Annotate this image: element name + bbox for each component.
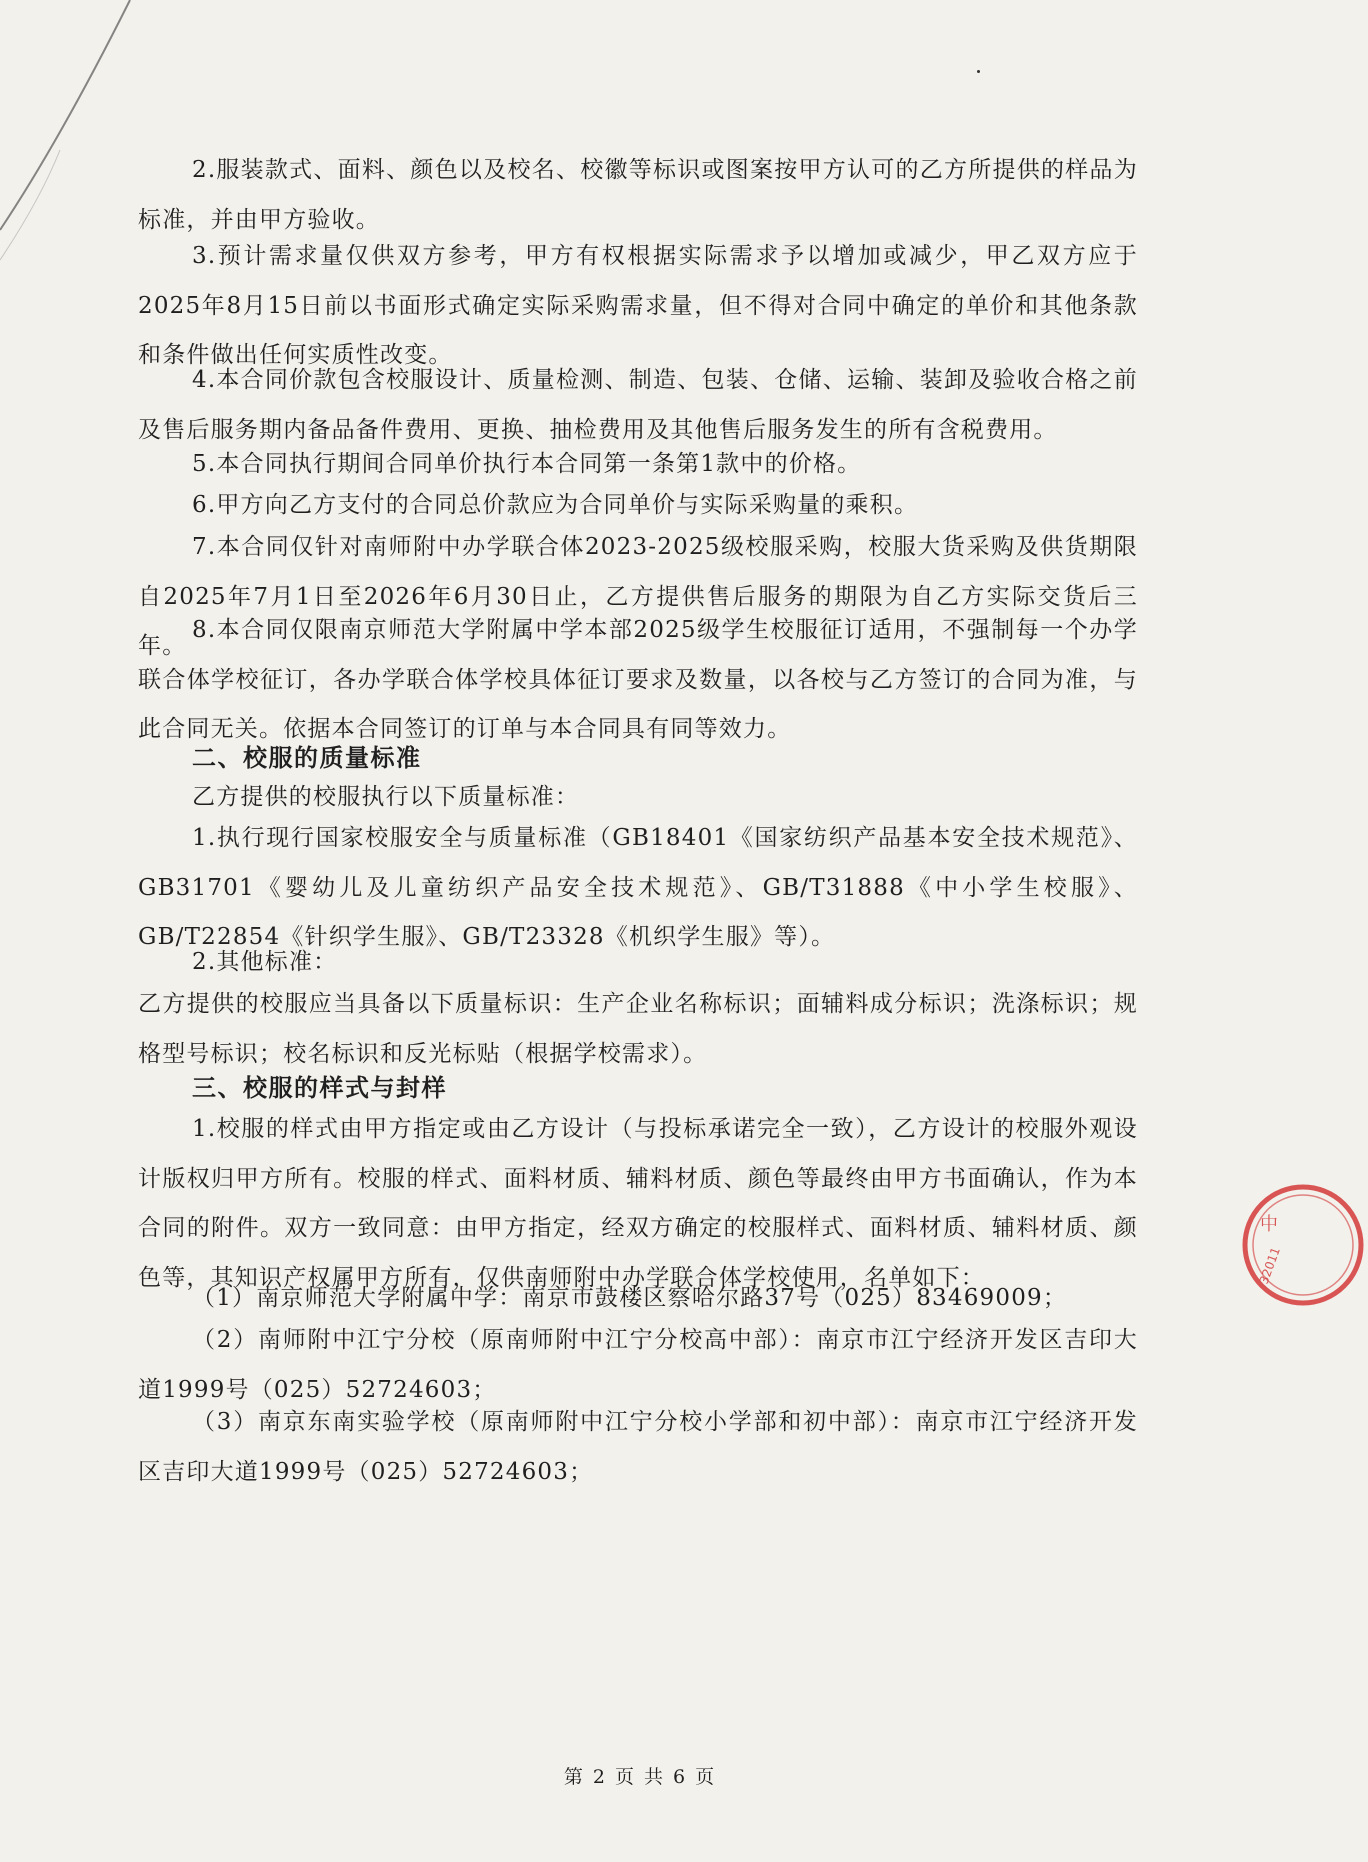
clause-8-paragraph: 8.本合同仅限南京师范大学附属中学本部2025级学生校服征订适用，不强制每一个办学联合体学校征订，各办学联合体学校具体征订要求及数量，以各校与乙方签订的合同为准，与此合同无关。依据本合同签订的订单与本合同具有同等效力。 xyxy=(138,617,1138,742)
red-seal-stamp xyxy=(1238,1180,1368,1310)
school-list-item-2: （2）南师附中江宁分校（原南师附中江宁分校高中部）：南京市江宁经济开发区吉印大道1999号（025）52724603； xyxy=(138,1327,1138,1403)
school-list-item-3: （3）南京东南实验学校（原南师附中江宁分校小学部和初中部）：南京市江宁经济开发区吉印大道1999号（025）52724603； xyxy=(138,1409,1138,1485)
clause-3-paragraph: 3.预计需求量仅供双方参考，甲方有权根据实际需求予以增加或减少，甲乙双方应于2025年8月15日前以书面形式确定实际采购需求量，但不得对合同中确定的单价和其他条款和条件做出任何实质性改变。 xyxy=(138,243,1138,368)
section-heading-style: 三、校服的样式与封样 xyxy=(192,1074,447,1102)
svg-text:32011: 32011 xyxy=(1256,1245,1283,1286)
school-list-item-1: （1）南京师范大学附属中学：南京市鼓楼区察哈尔路37号（025）83469009； xyxy=(192,1285,1068,1311)
quality-intro-paragraph: 乙方提供的校服执行以下质量标准： xyxy=(192,784,580,810)
scan-edge-shadow xyxy=(0,0,160,260)
section-heading-quality: 二、校服的质量标准 xyxy=(192,744,422,772)
svg-text:中: 中 xyxy=(1260,1214,1278,1235)
clause-5-paragraph: 5.本合同执行期间合同单价执行本合同第一条第1款中的价格。 xyxy=(192,451,862,477)
quality-standard-2-heading: 2.其他标准： xyxy=(192,949,338,975)
clause-2-paragraph: 2.服装款式、面料、颜色以及校名、校徽等标识或图案按甲方认可的乙方所提供的样品为标准，并由甲方验收。 xyxy=(138,157,1138,233)
clause-6-paragraph: 6.甲方向乙方支付的合同总价款应为合同单价与实际采购量的乘积。 xyxy=(192,492,919,518)
style-clause-1-paragraph: 1.校服的样式由甲方指定或由乙方设计（与投标承诺完全一致），乙方设计的校服外观设计版权归甲方所有。校服的样式、面料材质、辅料材质、颜色等最终由甲方书面确认，作为本合同的附件。双方一致同意：由甲方指定，经双方确定的校服样式、面料材质、辅料材质、颜色等，其知识产权属甲方所有，仅供南师附中办学联合体学校使用，名单如下： xyxy=(138,1116,1138,1291)
page-footer: 第 2 页 共 6 页 xyxy=(563,1766,717,1788)
quality-standard-1-paragraph: 1.执行现行国家校服安全与质量标准（GB18401《国家纺织产品基本安全技术规范》、GB31701《婴幼儿及儿童纺织产品安全技术规范》、GB/T31888《中小学生校服》、GB/T22854《针织学生服》、GB/T23328《机织学生服》等）。 xyxy=(138,825,1138,950)
clause-7-paragraph: 7.本合同仅针对南师附中办学联合体2023-2025级校服采购，校服大货采购及供货期限自2025年7月1日至2026年6月30日止，乙方提供售后服务的期限为自乙方实际交货后三年。 xyxy=(138,534,1138,659)
scan-speck xyxy=(977,70,980,73)
quality-labels-paragraph: 乙方提供的校服应当具备以下质量标识：生产企业名称标识；面辅料成分标识；洗涤标识；规格型号标识；校名标识和反光标贴（根据学校需求）。 xyxy=(138,991,1138,1067)
clause-4-paragraph: 4.本合同价款包含校服设计、质量检测、制造、包装、仓储、运输、装卸及验收合格之前及售后服务期内备品备件费用、更换、抽检费用及其他售后服务发生的所有含税费用。 xyxy=(138,367,1138,443)
